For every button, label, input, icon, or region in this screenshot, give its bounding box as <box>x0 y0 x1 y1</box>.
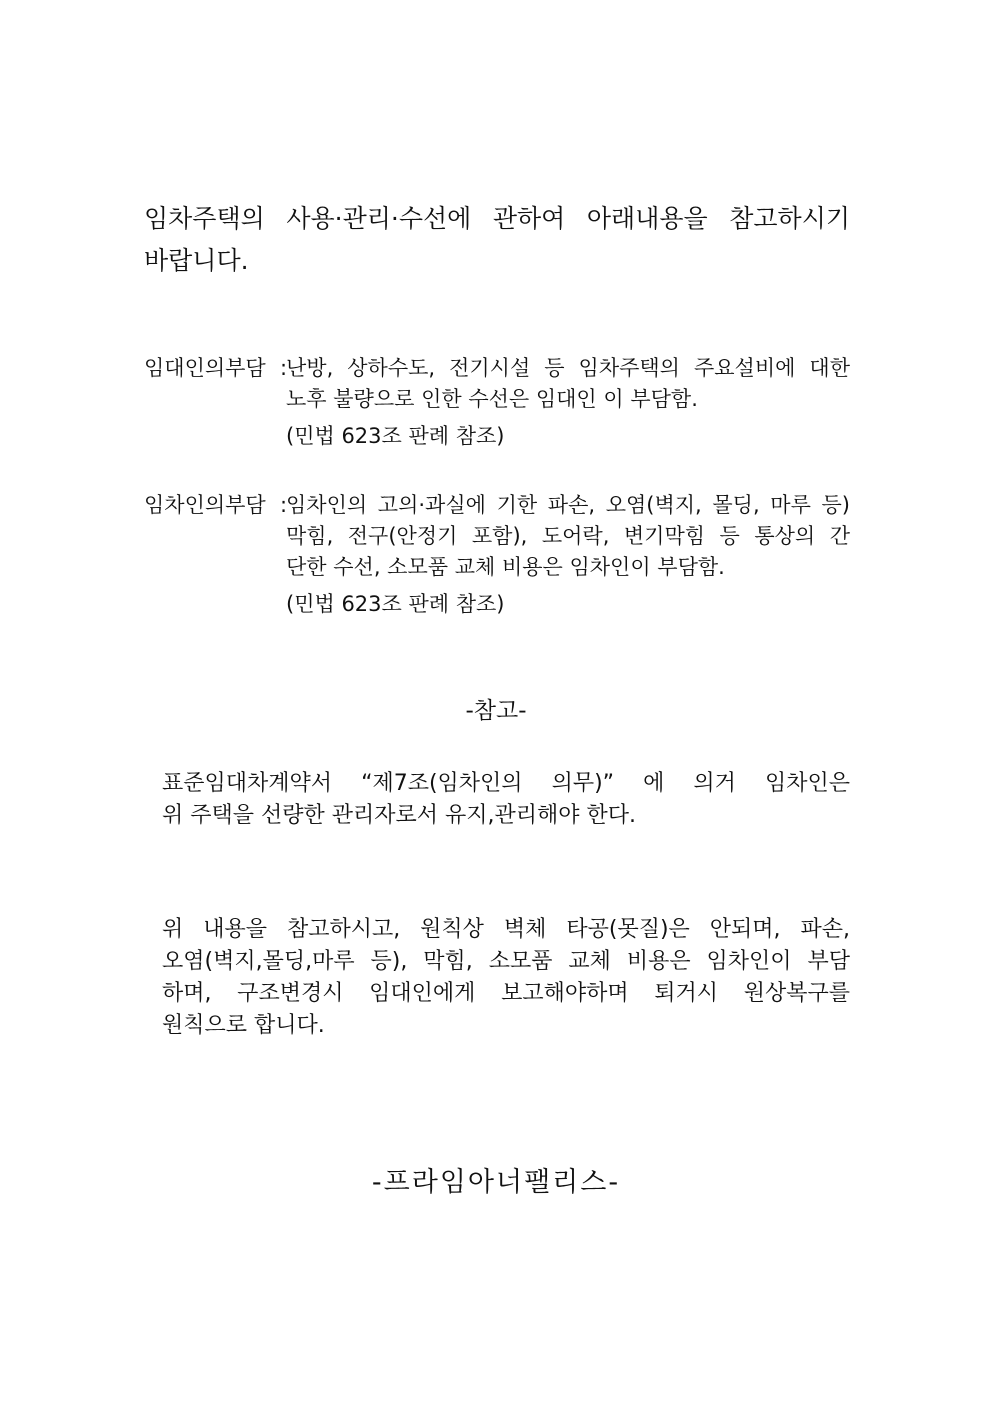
reference-line-2: 위 주택을 선량한 관리자로서 유지,관리해야 한다. <box>162 803 636 828</box>
reference-heading: -참고- <box>465 698 527 724</box>
landlord-body <box>280 353 850 452</box>
landlord-label: 임대인의부담 <box>144 356 266 380</box>
landlord-line-1: 난방, 상하수도, 전기시설 등 임차주택의 주요설비에 대한 <box>286 356 850 380</box>
tenant-colon: : <box>280 493 288 517</box>
tenant-line-3: 단한 수선, 소모품 교체 비용은 임차인이 부담함. <box>286 555 725 579</box>
signature: -프라임아너팰리스- <box>371 1167 621 1198</box>
tenant-label: 임차인의부담 <box>144 493 266 517</box>
tenant-line-1: 임차인의 고의·과실에 기한 파손, 오염(벽지, 몰딩, 마루 등) <box>286 493 850 517</box>
reference-line-1: 표준임대차계약서 “제7조(임차인의 의무)” 에 의거 임차인은 <box>162 771 850 796</box>
notice-line-4: 원칙으로 합니다. <box>162 1013 325 1038</box>
tenant-line-2: 막힘, 전구(안정기 포함), 도어락, 변기막힘 등 통상의 간 <box>286 524 850 548</box>
reference-paragraph <box>162 768 850 832</box>
intro-paragraph <box>144 198 850 282</box>
landlord-line-2: 노후 불량으로 인한 수선은 임대인 이 부담함. <box>286 387 698 411</box>
landlord-colon: : <box>280 356 288 380</box>
landlord-reference: (민법 623조 판례 참조) <box>286 424 505 448</box>
tenant-reference: (민법 623조 판례 참조) <box>286 592 505 616</box>
intro-line-1: 임차주택의 사용·관리·수선에 관하여 아래내용을 참고하시기 <box>144 204 850 233</box>
notice-line-2: 오염(벽지,몰딩,마루 등), 막힘, 소모품 교체 비용은 임차인이 부담 <box>162 949 850 974</box>
notice-line-1: 위 내용을 참고하시고, 원칙상 벽체 타공(못질)은 안되며, 파손, <box>162 917 850 942</box>
notice-line-3: 하며, 구조변경시 임대인에게 보고해야하며 퇴거시 원상복구를 <box>162 981 850 1006</box>
intro-line-2: 바랍니다. <box>144 246 249 275</box>
tenant-body <box>280 490 850 620</box>
notice-paragraph <box>162 914 850 1042</box>
